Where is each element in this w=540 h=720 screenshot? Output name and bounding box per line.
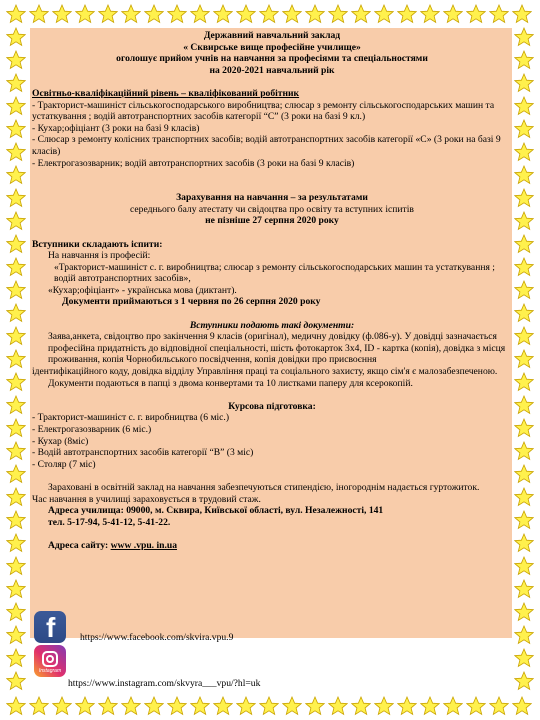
star-icon [6, 648, 26, 668]
star-icon [420, 696, 440, 716]
star-icon [305, 696, 325, 716]
level-item: - Кухар;офіціант (3 роки на базі 9 класів) [32, 122, 200, 134]
star-icon [6, 441, 26, 461]
star-icon [514, 326, 534, 346]
star-icon [514, 487, 534, 507]
star-icon [75, 696, 95, 716]
star-icon [514, 395, 534, 415]
star-icon [6, 119, 26, 139]
star-icon [144, 4, 164, 24]
level-item: - Тракторист-машиніст сільськогосподарського виробництва; слюсар з ремонту сільськогосподарських машин та устаткування ; водій автотранспортних засобів категорії “С” (3 роки на базі 9 кл.) [32, 99, 495, 123]
course-item: - Водій автотранспортних засобів категорії “В” (3 міс) [32, 447, 254, 459]
star-icon [29, 696, 49, 716]
star-icon [351, 696, 371, 716]
school-phones: тел. 5-17-94, 5-41-12, 5-41-22. [48, 516, 171, 528]
star-icon [167, 4, 187, 24]
info-text: Зараховані в освітній заклад на навчання забезпечуються стипендією, іногороднім надається гуртожиток. [48, 481, 480, 493]
star-icon [6, 418, 26, 438]
star-icon [6, 696, 26, 716]
header-line-4: на 2020-2021 навчальний рік [209, 64, 335, 76]
star-icon [6, 533, 26, 553]
star-icon [190, 696, 210, 716]
instagram-icon[interactable] [34, 645, 66, 677]
star-icon [489, 4, 509, 24]
camera-lens [46, 655, 54, 663]
star-icon [514, 257, 534, 277]
star-icon [6, 188, 26, 208]
star-icon [514, 280, 534, 300]
star-icon [514, 165, 534, 185]
course-item: - Столяр (7 міс) [32, 458, 96, 470]
star-icon [6, 395, 26, 415]
star-icon [443, 4, 463, 24]
star-icon [167, 696, 187, 716]
star-icon [466, 4, 486, 24]
star-icon [466, 696, 486, 716]
facebook-link[interactable]: https://www.facebook.com/skvira.vpu.9 [80, 632, 234, 643]
enrollment-line-3: не пізніше 27 серпня 2020 року [205, 215, 339, 227]
star-icon [512, 696, 532, 716]
facebook-icon[interactable] [34, 611, 66, 643]
star-icon [374, 4, 394, 24]
star-icon [6, 73, 26, 93]
exams-heading: Вступники складають іспити: [32, 238, 163, 250]
star-icon [98, 4, 118, 24]
star-icon [75, 4, 95, 24]
star-icon [6, 510, 26, 530]
star-icon [29, 4, 49, 24]
star-icon [514, 441, 534, 461]
level-item: - Слюсар з ремонту колісних транспортних засобів; водій автотранспортних засобів категорії «С» (3 роки на базі 9 класів) [32, 134, 501, 157]
course-item: - Тракторист-машиніст с. г. виробництва (6 міс.) [32, 412, 230, 424]
star-icon [514, 648, 534, 668]
star-icon [514, 349, 534, 369]
star-icon [6, 27, 26, 47]
courses-heading: Курсова підготовка: [228, 400, 316, 412]
level-heading: Освітньо-кваліфікаційний рівень – кваліфікований робітник [32, 87, 300, 99]
documents-text: Заява,анкета, свідоцтво про закінчення 9 класів (оригінал), медичну довідку (ф.086-у). У довідці зазначається професійна придатність до відповідної спеціальності, шість фотокарток 3х4, ID - картка (копія), довідка з місця проживання, копія Чорнобильського посвідчення, копія довідки про присвоєння [48, 331, 506, 366]
star-icon [6, 671, 26, 691]
star-icon [6, 372, 26, 392]
star-icon [6, 234, 26, 254]
exams-item: «Кухар;офіціант» - українська мова (диктант). [48, 284, 237, 296]
star-icon [514, 303, 534, 323]
instagram-label: Instagram [38, 668, 62, 674]
enrollment-line-1: Зарахування на навчання – за результатами [176, 192, 368, 204]
star-icon [6, 556, 26, 576]
star-icon [514, 96, 534, 116]
star-icon [514, 625, 534, 645]
website-label: Адреса сайту: [48, 539, 109, 551]
star-icon [514, 602, 534, 622]
star-icon [236, 4, 256, 24]
star-icon [213, 696, 233, 716]
star-icon [514, 533, 534, 553]
star-icon [328, 4, 348, 24]
enrollment-line-2: середнього балу атестату чи свідоцтва про освіту та вступних іспитів [130, 203, 414, 215]
star-icon [6, 464, 26, 484]
star-icon [6, 303, 26, 323]
star-icon [514, 671, 534, 691]
star-icon [98, 696, 118, 716]
star-icon [397, 4, 417, 24]
star-icon [6, 349, 26, 369]
header-line-3: оголошує прийом учнів на навчання за професіями та спеціальностями [116, 53, 428, 65]
star-icon [6, 4, 26, 24]
star-icon [6, 50, 26, 70]
star-icon [514, 73, 534, 93]
star-icon [397, 696, 417, 716]
star-icon [514, 418, 534, 438]
school-address: Адреса училища: 09000, м. Сквира, Київської області, вул. Незалежності, 141 [48, 505, 384, 517]
star-icon [514, 372, 534, 392]
course-item: - Кухар (8міс) [32, 435, 89, 447]
star-icon [514, 579, 534, 599]
star-icon [514, 211, 534, 231]
star-icon [6, 165, 26, 185]
star-icon [282, 4, 302, 24]
star-icon [514, 464, 534, 484]
star-icon [514, 119, 534, 139]
exams-deadline: Документи приймаються з 1 червня по 26 серпня 2020 року [62, 296, 321, 308]
star-icon [6, 211, 26, 231]
star-icon [514, 188, 534, 208]
star-icon [514, 50, 534, 70]
star-icon [282, 696, 302, 716]
star-icon [121, 696, 141, 716]
documents-text: Документи подаються в папці з двома конвертами та 10 листками паперу для ксерокопій. [48, 377, 413, 389]
exams-intro: На навчання із професій: [48, 250, 151, 262]
star-icon [6, 326, 26, 346]
star-icon [236, 696, 256, 716]
star-icon [489, 696, 509, 716]
star-icon [6, 579, 26, 599]
star-icon [144, 696, 164, 716]
star-icon [514, 27, 534, 47]
star-icon [514, 142, 534, 162]
instagram-link[interactable]: https://www.instagram.com/skvyra___vpu/?hl=uk [68, 678, 261, 689]
website-link[interactable]: www .vpu. in.ua [110, 539, 178, 551]
star-icon [52, 4, 72, 24]
star-icon [6, 625, 26, 645]
star-icon [512, 4, 532, 24]
header-line-2: « Сквирське вище професійне училище» [183, 41, 361, 53]
star-icon [213, 4, 233, 24]
star-icon [6, 257, 26, 277]
info-text: Час навчання в училищі зараховується в трудовий стаж. [32, 493, 261, 505]
star-icon [305, 4, 325, 24]
star-icon [6, 280, 26, 300]
star-icon [121, 4, 141, 24]
course-item: - Електрогазозварник (6 міс.) [32, 424, 152, 435]
exams-item: «Тракторист-машиніст с. г. виробництва; слюсар з ремонту сільськогосподарських машин та устаткування ; водій автотранспортних засобів», [54, 261, 495, 285]
star-icon [6, 142, 26, 162]
star-icon [6, 487, 26, 507]
star-icon [52, 696, 72, 716]
star-icon [259, 696, 279, 716]
star-icon [190, 4, 210, 24]
star-icon [328, 696, 348, 716]
star-icon [443, 696, 463, 716]
star-icon [351, 4, 371, 24]
website-line [32, 540, 512, 552]
header-line-1: Державний навчальний заклад [203, 30, 341, 41]
documents-heading: Вступники подають такі документи: [189, 319, 355, 331]
star-icon [374, 696, 394, 716]
star-icon [514, 234, 534, 254]
announcement-document [32, 30, 512, 552]
star-icon [6, 602, 26, 622]
level-item: - Електрогазозварник; водій автотранспортних засобів (3 роки на базі 9 класів) [32, 157, 355, 169]
facebook-f-glyph: f [46, 612, 56, 643]
star-icon [259, 4, 279, 24]
star-icon [6, 96, 26, 116]
star-icon [514, 556, 534, 576]
documents-text: ідентифікаційного коду, довідка відділу Управління праці та соціального захисту, якщо сім'я є малозабезпеченою. [32, 366, 498, 378]
star-icon [514, 510, 534, 530]
star-icon [420, 4, 440, 24]
